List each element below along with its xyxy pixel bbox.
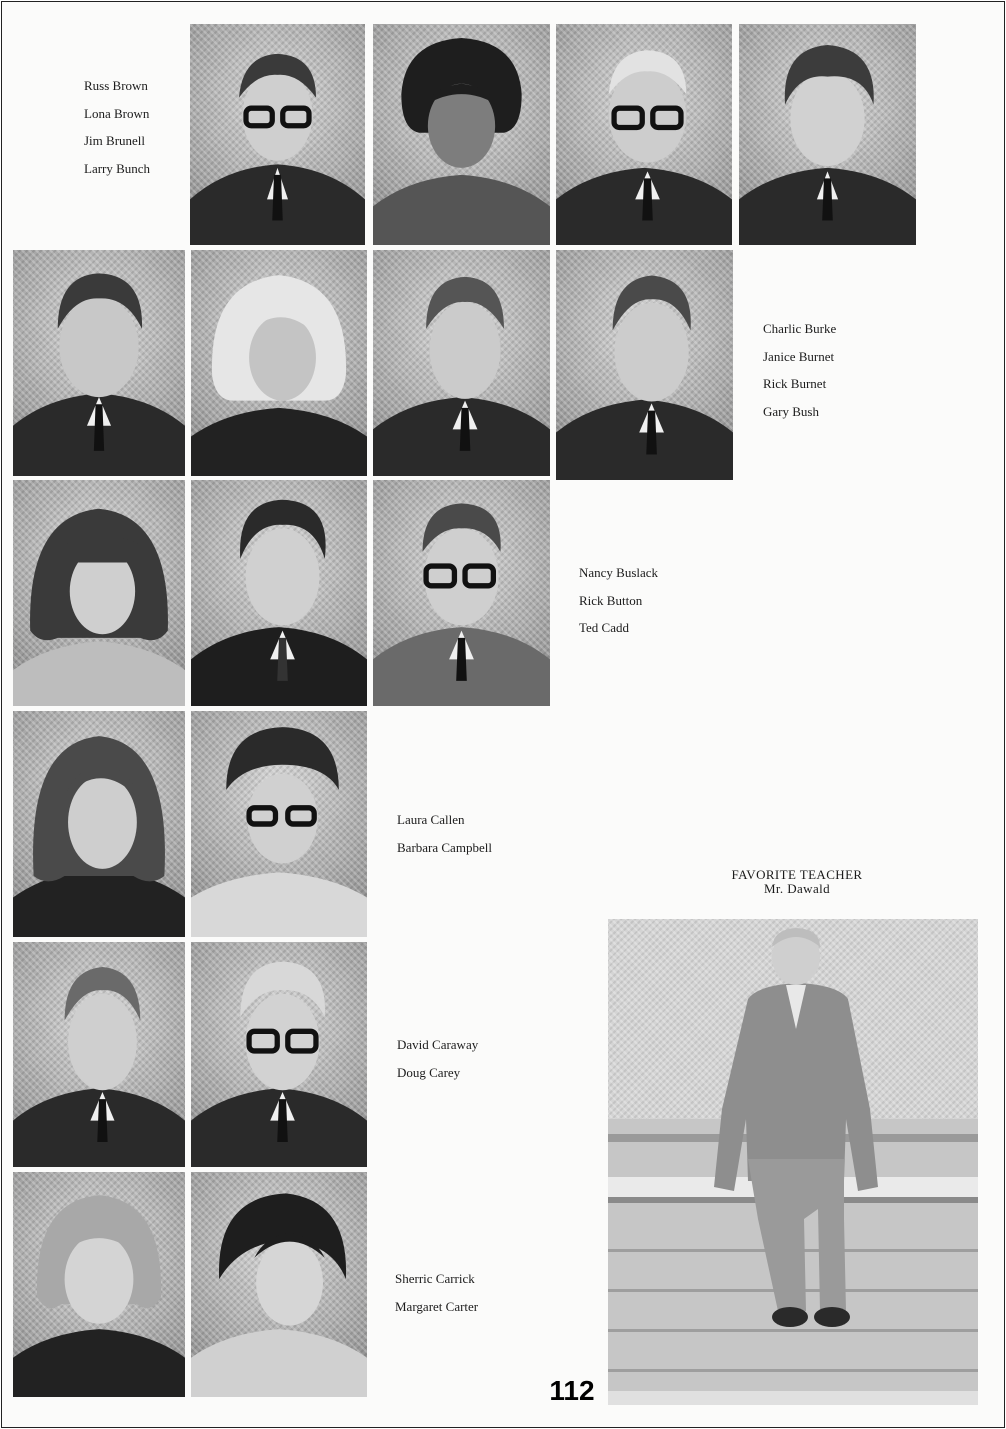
student-name: Lona Brown — [84, 105, 150, 121]
portrait-photo — [373, 480, 550, 706]
name-list — [579, 559, 658, 642]
name-list — [763, 315, 836, 425]
portrait-photo — [373, 250, 550, 476]
teacher-photo — [608, 919, 978, 1405]
portrait-photo — [13, 480, 185, 706]
portrait-photo — [191, 711, 367, 937]
name-list — [395, 1265, 478, 1320]
student-name: Janice Burnet — [763, 348, 835, 364]
favorite-teacher-heading: FAVORITE TEACHER — [731, 867, 863, 882]
portrait-photo — [556, 24, 732, 245]
portrait-photo — [190, 24, 365, 245]
portrait-photo — [191, 942, 367, 1167]
favorite-teacher-name: Mr. Dawald — [763, 881, 831, 896]
page-number: 112 — [549, 1375, 595, 1406]
portrait-photo — [13, 711, 185, 937]
student-name: Charlic Burke — [763, 321, 837, 336]
student-name: Jim Brunell — [84, 133, 146, 148]
student-name: Sherric Carrick — [395, 1271, 475, 1286]
portrait-photo — [191, 1172, 367, 1397]
student-name: Rick Burnet — [763, 376, 827, 391]
portrait-photo — [13, 250, 185, 476]
student-name: Gary Bush — [763, 403, 819, 419]
portrait-photo — [739, 24, 916, 245]
favorite-teacher-caption — [692, 868, 902, 896]
student-name: Ted Cadd — [579, 620, 629, 635]
portrait-photo — [556, 250, 733, 480]
student-name: David Caraway — [397, 1037, 479, 1052]
student-name: Rick Button — [579, 592, 643, 608]
name-list — [84, 72, 150, 182]
student-name: Russ Brown — [84, 78, 148, 93]
yearbook-page — [1, 1, 1005, 1428]
name-list — [397, 1031, 478, 1086]
student-name: Laura Callen — [397, 812, 465, 827]
student-name: Barbara Campbell — [397, 839, 492, 855]
student-name: Nancy Buslack — [579, 565, 659, 580]
student-name: Margaret Carter — [395, 1298, 479, 1314]
portrait-photo — [191, 480, 367, 706]
portrait-photo — [191, 250, 367, 476]
student-name: Larry Bunch — [84, 160, 151, 176]
portrait-photo — [13, 942, 185, 1167]
student-name: Doug Carey — [397, 1064, 461, 1080]
portrait-photo — [373, 24, 550, 245]
portrait-photo — [13, 1172, 185, 1397]
name-list — [397, 806, 492, 861]
